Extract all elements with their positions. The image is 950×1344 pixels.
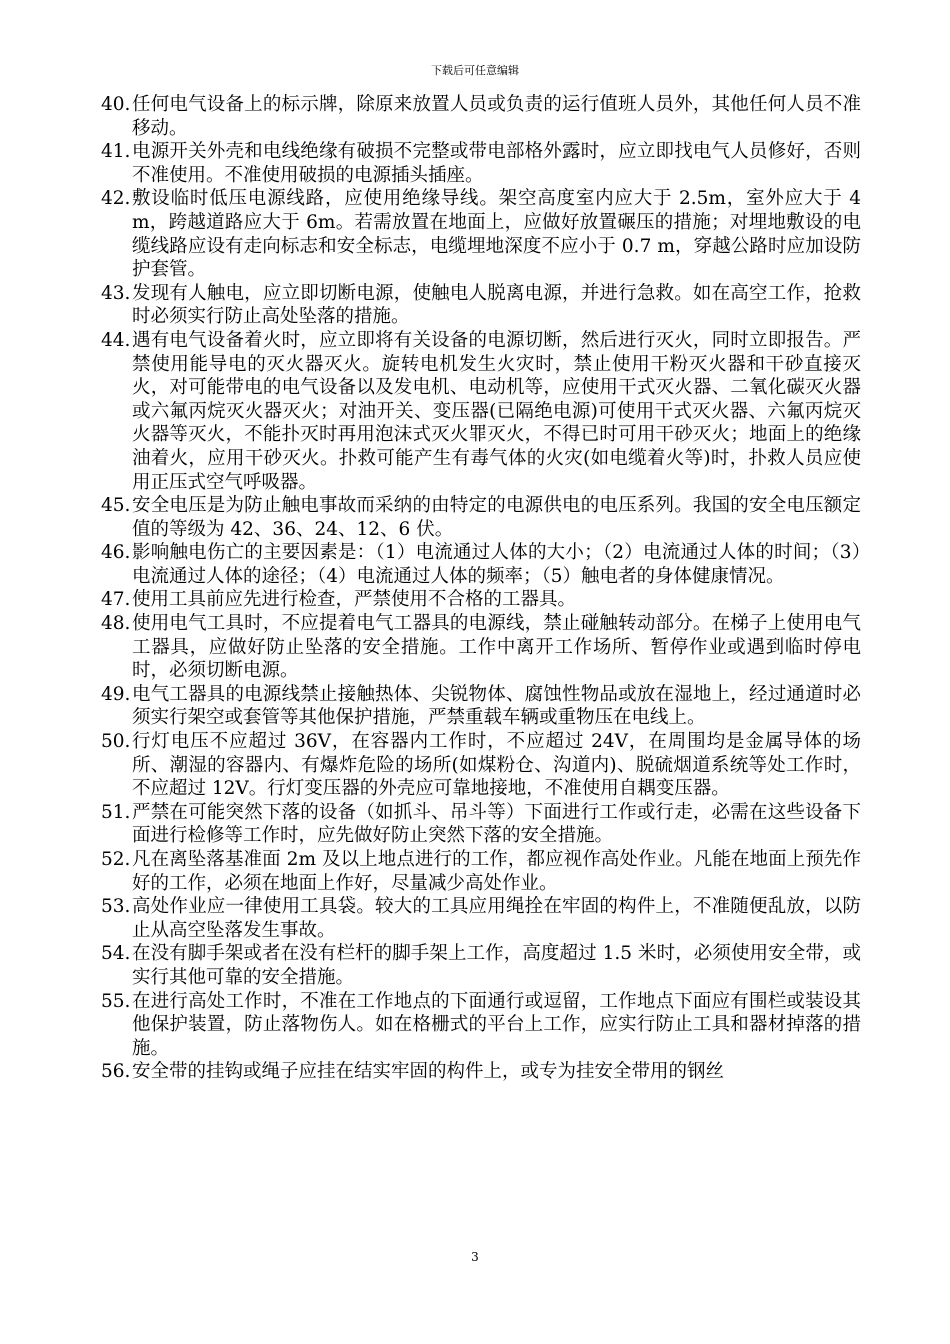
item-text: 使用工具前应先进行检查，严禁使用不合格的工器具。 <box>132 589 577 611</box>
list-item <box>101 730 861 801</box>
list-item <box>101 140 861 187</box>
item-text: 严禁在可能突然下落的设备（如抓斗、吊斗等）下面进行工作或行走，必需在这些设备下面进行检修等工作时，应先做好防止突然下落的安全措施。 <box>132 801 861 847</box>
item-number: 47. <box>101 589 131 611</box>
list-item <box>101 895 861 942</box>
list-item <box>101 187 861 281</box>
list-item <box>101 848 861 895</box>
list-item <box>101 329 861 494</box>
list-item <box>101 93 861 140</box>
item-text: 敷设临时低压电源线路，应使用绝缘导线。架空高度室内应大于 2.5m，室外应大于 4m，跨越道路应大于 6m。若需放置在地面上，应做好放置碾压的措施；对埋地敷设的电缆线路应设有走向标志和安全标志，电缆埋地深度不应小于 0.7 m，穿越公路时应加设防护套管。 <box>132 188 861 281</box>
list-item <box>101 801 861 848</box>
item-number: 51. <box>101 801 131 823</box>
list-item <box>101 494 861 541</box>
item-number: 55. <box>101 990 131 1012</box>
item-number: 53. <box>101 896 131 918</box>
item-number: 54. <box>101 943 131 965</box>
item-number: 43. <box>101 282 131 304</box>
item-number: 41. <box>101 141 131 163</box>
item-text: 使用电气工具时，不应提着电气工器具的电源线，禁止碰触转动部分。在梯子上使用电气工器具，应做好防止坠落的安全措施。工作中离开工作场所、暂停作业或遇到临时停电时，必须切断电源。 <box>132 613 861 682</box>
item-text: 发现有人触电，应立即切断电源，使触电人脱离电源，并进行急救。如在高空工作，抢救时必须实行防止高处坠落的措施。 <box>132 282 861 328</box>
list-item <box>101 612 861 683</box>
item-number: 50. <box>101 731 131 753</box>
item-text: 遇有电气设备着火时，应立即将有关设备的电源切断，然后进行灭火，同时立即报告。严禁使用能导电的灭火器灭火。旋转电机发生火灾时，禁止使用干粉灭火器和干砂直接灭火，对可能带电的电气设备以及发电机、电动机等，应使用干式灭火器、二氧化碳灭火器或六氟丙烷灭火器灭火；对油开关、变压器(已隔绝电源)可使用干式灭火器、六氟丙烷灭火器等灭火，不能扑灭时再用泡沫式灭火罪灭火，不得已时可用干砂灭火；地面上的绝缘油着火，应用干砂灭火。扑救可能产生有毒气体的火灾(如电缆着火等)时，扑救人员应使用正压式空气呼吸器。 <box>132 329 861 493</box>
item-text: 在进行高处工作时，不准在工作地点的下面通行或逗留，工作地点下面应有围栏或装设其他保护装置，防止落物伤人。如在格栅式的平台上工作，应实行防止工具和器材掉落的措施。 <box>132 990 861 1059</box>
list-item <box>101 683 861 730</box>
item-number: 46. <box>101 542 131 564</box>
item-number: 42. <box>101 188 131 210</box>
item-text: 安全电压是为防止触电事故而采纳的由特定的电源供电的电压系列。我国的安全电压额定值的等级为 42、36、24、12、6 伏。 <box>132 495 861 540</box>
item-number: 52. <box>101 849 131 870</box>
list-item <box>101 588 861 612</box>
page-number: 3 <box>471 1250 479 1264</box>
numbered-list <box>101 93 861 1084</box>
item-text: 行灯电压不应超过 36V，在容器内工作时，不应超过 24V，在周围均是金属导体的场所、潮湿的容器内、有爆炸危险的场所(如煤粉仓、沟道内)、脱硫烟道系统等处工作时，不应超过 12V。行灯变压器的外壳应可靠地接地，不准使用自耦变压器。 <box>132 731 861 800</box>
list-item <box>101 1060 861 1084</box>
list-item <box>101 541 861 588</box>
item-text: 高处作业应一律使用工具袋。较大的工具应用绳拴在牢固的构件上，不准随便乱放，以防止从高空坠落发生事故。 <box>132 896 861 941</box>
item-text: 凡在离坠落基准面 2m 及以上地点进行的工作，都应视作高处作业。凡能在地面上预先作好的工作，必须在地面上作好，尽量减少高处作业。 <box>132 849 861 894</box>
list-item <box>101 990 861 1061</box>
item-text: 影响触电伤亡的主要因素是：（1）电流通过人体的大小；（2）电流通过人体的时间；（3）电流通过人体的途径；（4）电流通过人体的频率；（5）触电者的身体健康情况。 <box>132 542 861 587</box>
item-number: 40. <box>101 94 131 115</box>
list-item <box>101 942 861 989</box>
item-text: 在没有脚手架或者在没有栏杆的脚手架上工作，高度超过 1.5 米时，必须使用安全带，或实行其他可靠的安全措施。 <box>132 943 861 988</box>
item-number: 48. <box>101 613 131 635</box>
item-text: 安全带的挂钩或绳子应挂在结实牢固的构件上，或专为挂安全带用的钢丝 <box>132 1061 725 1083</box>
item-number: 56. <box>101 1061 131 1083</box>
item-number: 49. <box>101 683 131 705</box>
item-text: 电气工器具的电源线禁止接触热体、尖锐物体、腐蚀性物品或放在湿地上，经过通道时必须实行架空或套管等其他保护措施，严禁重载车辆或重物压在电线上。 <box>132 683 861 729</box>
list-item <box>101 282 861 329</box>
item-text: 任何电气设备上的标示牌，除原来放置人员或负责的运行值班人员外，其他任何人员不准移动。 <box>132 94 861 139</box>
item-number: 45. <box>101 495 131 517</box>
item-text: 电源开关外壳和电线绝缘有破损不完整或带电部格外露时，应立即找电气人员修好，否则不准使用。不准使用破损的电源插头插座。 <box>132 141 861 186</box>
page-header: 下载后可任意编辑 <box>431 64 519 77</box>
item-number: 44. <box>101 329 131 351</box>
